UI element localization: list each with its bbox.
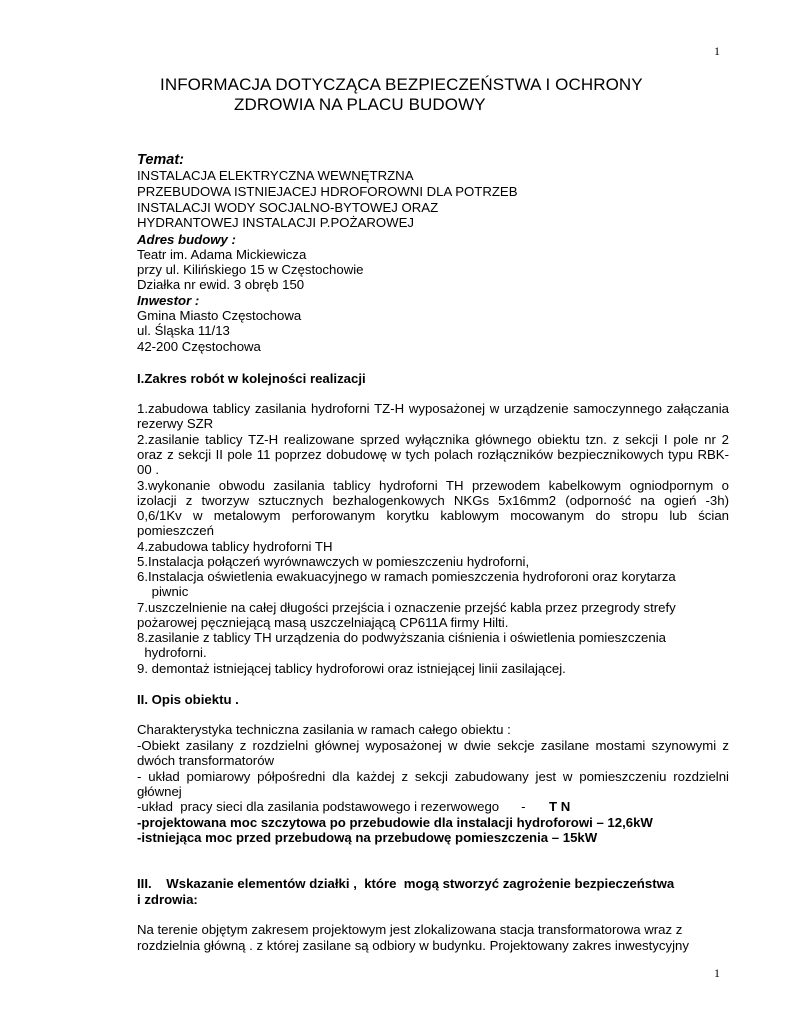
section-1-line: 4.zabudowa tablicy hydroforni TH — [137, 539, 333, 554]
section-1-line: oraz z sekcji II pole 11 poprzez dobudowę w tych polach rozłączników bezpiecznikowych typu RBK- — [137, 447, 729, 462]
section-2-line: -Obiekt zasilany z rozdzielni głównej wyposażonej w dwie sekcje zasilane mostami szynowymi z — [137, 738, 729, 753]
document-title-line-1: INFORMACJA DOTYCZĄCA BEZPIECZEŃSTWA I OCHRONY — [160, 75, 643, 94]
temat-line: PRZEBUDOWA ISTNIEJACEJ HDROFOROWNI DLA POTRZEB — [137, 184, 518, 199]
temat-line: INSTALACJI WODY SOCJALNO-BYTOWEJ ORAZ — [137, 200, 439, 215]
section-3-line: rozdzielnia główną . z której zasilane są odbiory w budynku. Projektowany zakres inwestycyjny — [137, 938, 689, 953]
section-1-line: rezerwy SZR — [137, 416, 214, 431]
temat-line: INSTALACJA ELEKTRYCZNA WEWNĘTRZNA — [137, 168, 414, 183]
section-2-line: -istniejąca moc przed przebudową na przebudowę pomieszczenia – 15kW — [137, 830, 598, 845]
section-1-line: 5.Instalacja połączeń wyrównawczych w pomieszczeniu hydroforni, — [137, 554, 530, 569]
section-2-line: Charakterystyka techniczna zasilania w ramach całego obiektu : — [137, 722, 511, 737]
document-title-line-2: ZDROWIA NA PLACU BUDOWY — [234, 95, 486, 114]
section-1-line: 8.zasilanie z tablicy TH urządzenia do podwyższania ciśnienia i oświetlenia pomieszczenia — [137, 630, 666, 645]
adres-line: Teatr im. Adama Mickiewicza — [137, 247, 307, 262]
section-2-line: dwóch transformatorów — [137, 753, 275, 768]
page-number-top: 1 — [714, 44, 720, 58]
section-1-line: 6.Instalacja oświetlenia ewakuacyjnego w ramach pomieszczenia hydroforoni oraz korytarza — [137, 569, 676, 584]
section-1-line: 2.zasilanie tablicy TZ-H realizowane sprzed wyłącznika głównego obiektu tzn. z sekcji I pole nr 2 — [137, 432, 729, 447]
section-1-heading: I.Zakres robót w kolejności realizacji — [137, 371, 366, 386]
section-2-line: -projektowana moc szczytowa po przebudowie dla instalacji hydroforowi – 12,6kW — [137, 815, 653, 830]
adres-label: Adres budowy : — [137, 232, 236, 247]
adres-line: Działka nr ewid. 3 obręb 150 — [137, 277, 305, 292]
section-1-line: 00 . — [137, 462, 159, 477]
section-2-heading: II. Opis obiektu . — [137, 692, 239, 707]
section-1-line: pożarowej pęczniejącą masą uszczelniającą CP611A firmy Hilti. — [137, 615, 509, 630]
section-3-heading: i zdrowia: — [137, 892, 198, 907]
inwestor-line: 42-200 Częstochowa — [137, 339, 261, 354]
section-3-heading: III. Wskazanie elementów działki , które mogą stworzyć zagrożenie bezpieczeństwa — [137, 876, 675, 891]
section-1-line: 7.uszczelnienie na całej długości przejścia i oznaczenie przejść kabla przez przegrody strefy — [137, 600, 676, 615]
section-1-line: pomieszczeń — [137, 523, 214, 538]
section-1-line: piwnic — [137, 584, 189, 599]
temat-label: Temat: — [137, 152, 184, 168]
section-2-line: -układ pracy sieci dla zasilania podstawowego i rezerwowego - — [137, 799, 526, 814]
temat-line: HYDRANTOWEJ INSTALACJI P.POŻAROWEJ — [137, 215, 414, 230]
section-2-line: - układ pomiarowy półpośredni dla każdej z sekcji zabudowany jest w pomieszczeniu rozdzielni — [137, 769, 729, 784]
network-type-value: T N — [549, 799, 571, 814]
section-1-line: 0,6/1Kv w metalowym perforowanym korytku kablowym mocowanym do stropu lub ścian — [137, 508, 729, 523]
section-1-line: 1.zabudowa tablicy zasilania hydroforni TZ-H wyposażonej w urządzenie samoczynnego załączania — [137, 401, 729, 416]
page-number-bottom: 1 — [714, 966, 720, 980]
section-1-line: izolacji z tworzyw sztucznych bezhalogenkowych NKGs 5x16mm2 (odporność na ogień -3h) — [137, 493, 729, 508]
section-1-line: 3.wykonanie obwodu zasilania tablicy hydroforni TH przewodem kabelkowym ogniodpornym o — [137, 478, 729, 493]
inwestor-label: Inwestor : — [137, 293, 200, 308]
section-3-line: Na terenie objętym zakresem projektowym jest zlokalizowana stacja transformatorowa wraz z — [137, 922, 683, 937]
section-2-line: głównej — [137, 784, 182, 799]
inwestor-line: Gmina Miasto Częstochowa — [137, 308, 302, 323]
inwestor-line: ul. Śląska 11/13 — [137, 323, 230, 338]
section-1-line: 9. demontaż istniejącej tablicy hydroforowi oraz istniejącej linii zasilającej. — [137, 661, 566, 676]
section-1-line: hydroforni. — [137, 645, 207, 660]
adres-line: przy ul. Kilińskiego 15 w Częstochowie — [137, 262, 364, 277]
